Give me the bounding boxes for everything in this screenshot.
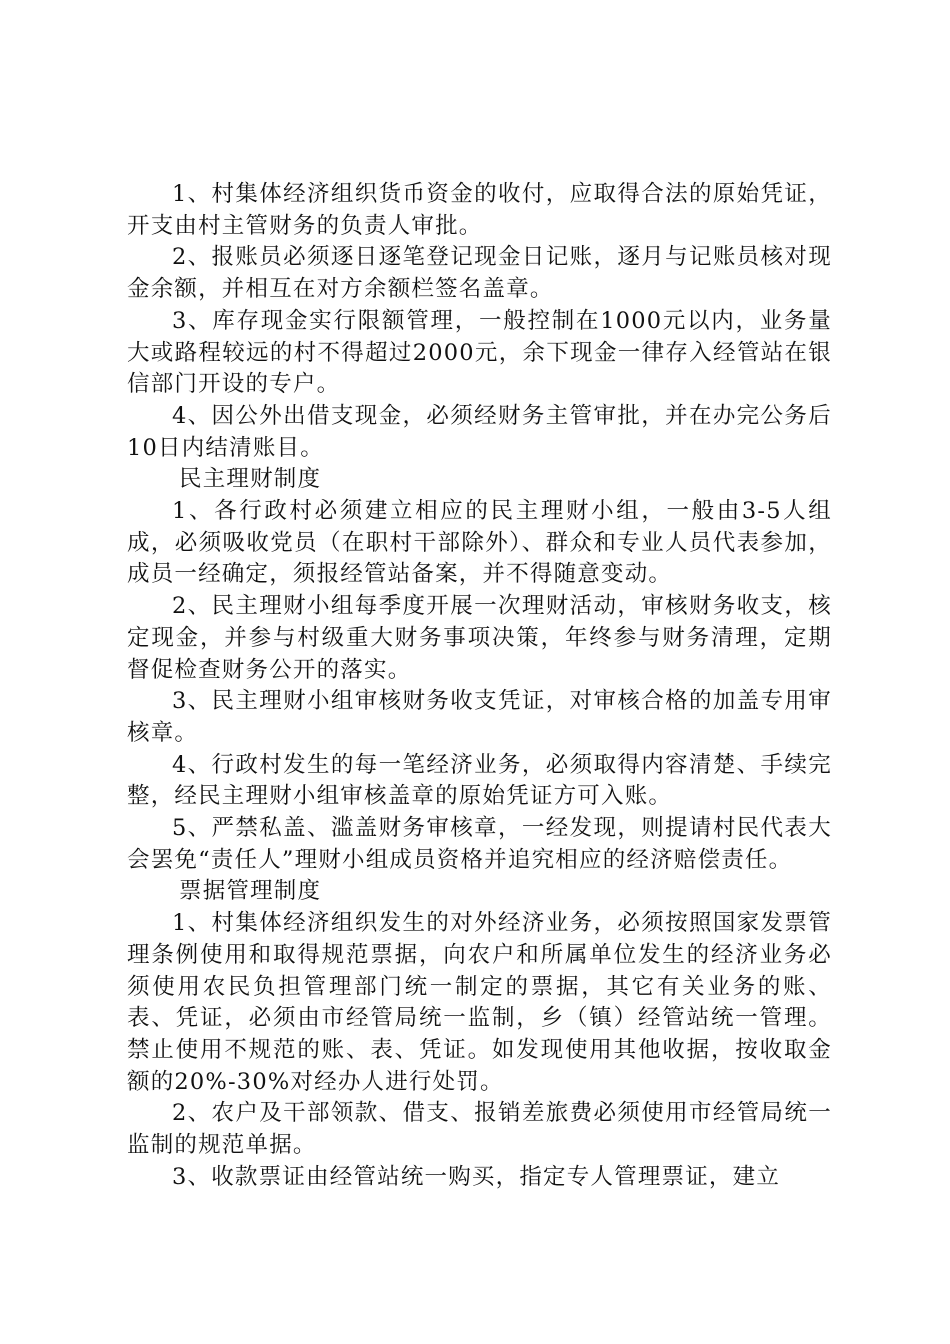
receipt-rule-2: 2、农户及干部领款、借支、报销差旅费必须使用市经管局统一监制的规范单据。 xyxy=(127,1100,832,1159)
section-heading-democratic-finance: 民主理财制度 xyxy=(179,466,322,493)
receipt-rule-1: 1、村集体经济组织发生的对外经济业务，必须按照国家发票管理条例使用和取得规范票据，向农户和所属单位发生的经济业务必须使用农民负担管理部门统一制定的票据，其它有关业务的账、表、凭证，必须由市经管局统一监制，乡（镇）经管站统一管理。禁止使用不规范的账、表、凭证。如发现使用其他收据，按收取金额的20%-30%对经办人进行处罚。 xyxy=(127,910,832,1095)
cash-rule-4: 4、因公外出借支现金，必须经财务主管审批，并在办完公务后10日内结清账目。 xyxy=(127,402,832,461)
democratic-rule-4: 4、行政村发生的每一笔经济业务，必须取得内容清楚、手续完整，经民主理财小组审核盖章的原始凭证方可入账。 xyxy=(127,751,832,810)
democratic-rule-5: 5、严禁私盖、滥盖财务审核章，一经发现，则提请村民代表大会罢免“责任人”理财小组成员资格并追究相应的经济赔偿责任。 xyxy=(127,815,832,873)
democratic-rule-2: 2、民主理财小组每季度开展一次理财活动，审核财务收支，核定现金，并参与村级重大财务事项决策，年终参与财务清理，定期督促检查财务公开的落实。 xyxy=(127,593,832,683)
cash-rule-1: 1、村集体经济组织货币资金的收付，应取得合法的原始凭证，开支由村主管财务的负责人审批。 xyxy=(127,181,832,239)
document-body xyxy=(127,179,832,1194)
cash-rule-3: 3、库存现金实行限额管理，一般控制在1000元以内，业务量大或路程较远的村不得超过2000元，余下现金一律存入经管站在银信部门开设的专户。 xyxy=(127,307,832,398)
section-heading-receipt-management: 票据管理制度 xyxy=(179,878,322,905)
cash-rule-2: 2、报账员必须逐日逐笔登记现金日记账，逐月与记账员核对现金余额，并相互在对方余额栏签名盖章。 xyxy=(127,244,832,303)
receipt-rule-3: 3、收款票证由经管站统一购买，指定专人管理票证，建立 xyxy=(172,1163,781,1190)
democratic-rule-1: 1、各行政村必须建立相应的民主理财小组，一般由3-5人组成，必须吸收党员（在职村干部除外）、群众和专业人员代表参加，成员一经确定，须报经管站备案，并不得随意变动。 xyxy=(127,498,832,588)
democratic-rule-3: 3、民主理财小组审核财务收支凭证，对审核合格的加盖专用审核章。 xyxy=(127,688,832,746)
